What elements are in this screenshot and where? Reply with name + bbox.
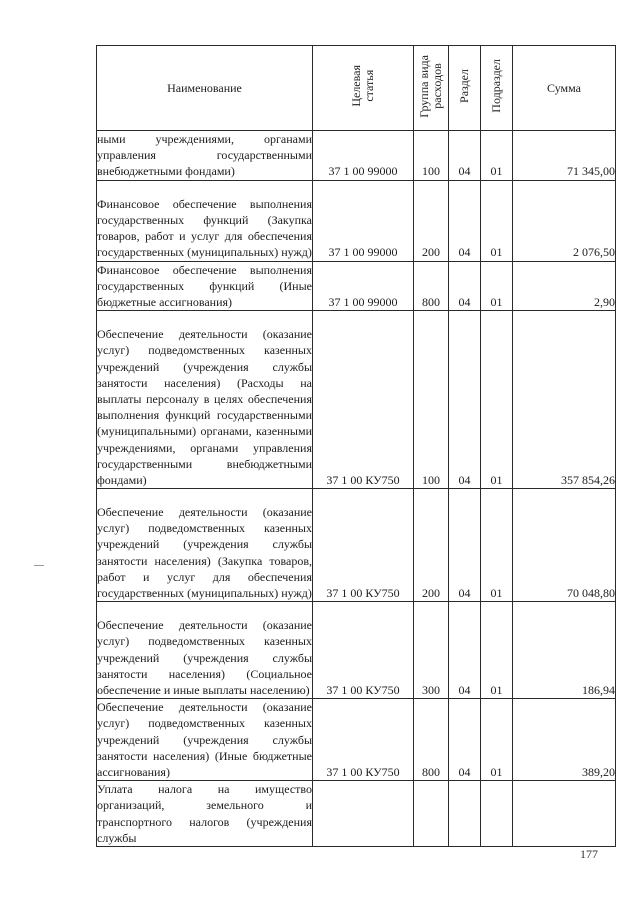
table-row	[97, 180, 616, 261]
row-name: Финансовое обеспечение выполнения государственных функций (Закупка товаров, работ и услуг для обеспечения государственных (муниципальных) нужд)	[97, 180, 313, 261]
page-number: 177	[580, 847, 598, 861]
header-section: Раздел	[449, 46, 481, 131]
row-section: 04	[449, 311, 481, 489]
row-name: Финансовое обеспечение выполнения государственных функций (Иные бюджетные ассигнования)	[97, 262, 312, 310]
row-name: Обеспечение деятельности (оказание услуг) подведомственных казенных учреждений (учреждения службы занятости населения) (Закупка товаров, работ и услуг для обеспечения государственных (муниципальных) нужд)	[97, 489, 313, 602]
row-sum: 357 854,26	[513, 311, 616, 489]
row-target: 37 1 00 99000	[313, 180, 414, 261]
header-group: Группа вида расходов	[414, 46, 449, 131]
table-row	[97, 131, 616, 181]
row-subsection: 01	[481, 261, 513, 311]
row-section	[449, 781, 481, 847]
row-group: 100	[414, 311, 449, 489]
budget-table	[96, 45, 616, 847]
header-sum: Сумма	[513, 46, 616, 131]
row-name: Обеспечение деятельности (оказание услуг) подведомственных казенных учреждений (учреждения службы занятости населения) (Расходы на выплаты персоналу в целях обеспечения выполнения функций государственными (муниципальными) органами, казенными учреждениями, органами управления государственными внебюджетными фондами)	[97, 311, 313, 489]
row-target: 37 1 00 КУ750	[313, 602, 414, 699]
row-sum: 389,20	[513, 699, 616, 781]
row-group: 800	[414, 261, 449, 311]
row-subsection: 01	[481, 131, 513, 181]
row-sum	[513, 781, 616, 847]
table-row	[97, 489, 616, 602]
row-target: 37 1 00 99000	[313, 131, 414, 181]
row-group: 300	[414, 602, 449, 699]
row-sum: 2,90	[513, 261, 616, 311]
row-target: 37 1 00 КУ750	[313, 699, 414, 781]
table-row	[97, 261, 616, 311]
row-section: 04	[449, 180, 481, 261]
row-section: 04	[449, 131, 481, 181]
row-group: 100	[414, 131, 449, 181]
row-group: 200	[414, 489, 449, 602]
margin-mark	[34, 565, 44, 566]
row-target: 37 1 00 99000	[313, 261, 414, 311]
row-section: 04	[449, 602, 481, 699]
row-sum: 71 345,00	[513, 131, 616, 181]
row-subsection: 01	[481, 699, 513, 781]
row-sum: 70 048,80	[513, 489, 616, 602]
header-subsection: Подраздел	[481, 46, 513, 131]
row-target: 37 1 00 КУ750	[313, 311, 414, 489]
row-subsection: 01	[481, 180, 513, 261]
row-sum: 2 076,50	[513, 180, 616, 261]
table-header-row	[97, 46, 616, 131]
row-sum: 186,94	[513, 602, 616, 699]
table-row	[97, 781, 616, 847]
row-name: ными учреждениями, органами управления государственными внебюджетными фондами)	[97, 132, 312, 179]
header-target: Целевая статья	[313, 46, 414, 131]
table-row	[97, 602, 616, 699]
row-subsection: 01	[481, 311, 513, 489]
row-subsection	[481, 781, 513, 847]
table-row	[97, 699, 616, 781]
row-section: 04	[449, 261, 481, 311]
row-group	[414, 781, 449, 847]
header-name: Наименование	[97, 46, 313, 131]
row-target: 37 1 00 КУ750	[313, 489, 414, 602]
table-row	[97, 311, 616, 489]
row-name: Обеспечение деятельности (оказание услуг) подведомственных казенных учреждений (учреждения службы занятости населения) (Иные бюджетные ассигнования)	[97, 700, 312, 780]
row-section: 04	[449, 489, 481, 602]
row-name: Обеспечение деятельности (оказание услуг) подведомственных казенных учреждений (учреждения службы занятости населения) (Социальное обеспечение и иные выплаты населению)	[97, 602, 313, 699]
row-section: 04	[449, 699, 481, 781]
row-group: 800	[414, 699, 449, 781]
row-group: 200	[414, 180, 449, 261]
row-subsection: 01	[481, 489, 513, 602]
row-target	[313, 781, 414, 847]
row-name: Уплата налога на имущество организаций, земельного и транспортного налогов (учреждения службы	[97, 782, 312, 845]
row-subsection: 01	[481, 602, 513, 699]
